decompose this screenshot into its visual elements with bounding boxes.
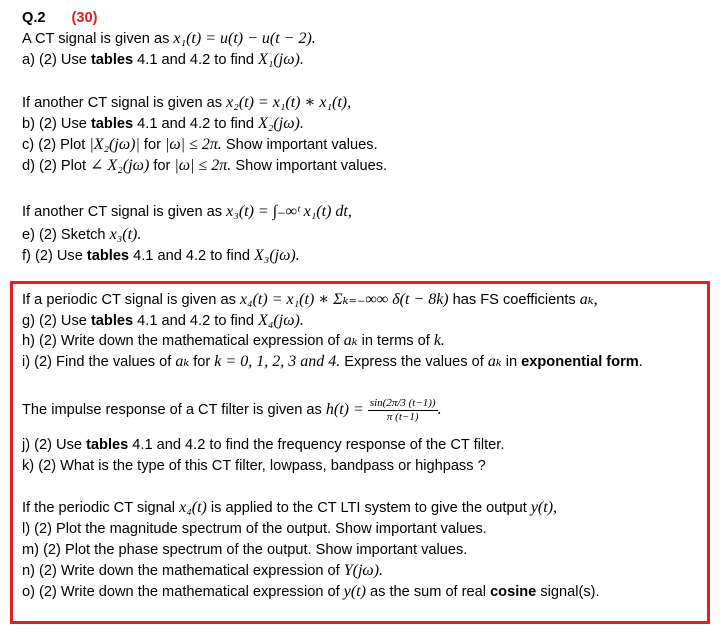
impulse-response: The impulse response of a CT filter is given as h(t) = $\frac{\sin(2\pi/3 (t-1))}{\pi (t-1)}$ . [22,396,442,423]
signal3-definition: If another CT signal is given as x₃(t) = ∫₋∞ᵗ x₁(t) dt, [22,203,352,220]
part-b: b) (2) Use tables 4.1 and 4.2 to find X₂(jω). [22,115,304,132]
part-h: h) (2) Write down the mathematical expression of aₖ in terms of k. [22,332,445,349]
part-n: n) (2) Write down the mathematical expression of Y(jω). [22,562,384,579]
part-f: f) (2) Use tables 4.1 and 4.2 to find X₃(jω). [22,247,300,264]
part-e: e) (2) Sketch x₃(t). [22,226,142,243]
part-j: j) (2) Use tables 4.1 and 4.2 to find the frequency response of the CT filter. [22,437,505,453]
periodic-signal-definition: If a periodic CT signal is given as x₄(t) = x₁(t) ∗ Σₖ₌₋∞∞ δ(t − 8k) has FS coefficients aₖ, [22,291,598,308]
part-i: i) (2) Find the values of aₖ for k = 0, 1, 2, 3 and 4. Express the values of aₖ in exponential form. [22,353,643,370]
output-definition: If the periodic CT signal x₄(t) is applied to the CT LTI system to give the output y(t), [22,499,558,516]
part-o: o) (2) Write down the mathematical expression of y(t) as the sum of real cosine signal(s). [22,583,600,600]
part-c: c) (2) Plot |X₂(jω)| for |ω| ≤ 2π. Show important values. [22,136,378,153]
part-d: d) (2) Plot ∠ X₂(jω) for |ω| ≤ 2π. Show important values. [22,157,388,174]
part-g: g) (2) Use tables 4.1 and 4.2 to find X₄(jω). [22,312,304,329]
question-header [22,8,97,28]
impulse-fraction: $\frac{\sin(2\pi/3 (t-1))}{\pi (t-1)}$ [369,396,436,423]
part-a: a) (2) Use tables 4.1 and 4.2 to find X₁(jω). [22,51,304,68]
part-k: k) (2) What is the type of this CT filter, lowpass, bandpass or highpass ? [22,458,486,474]
part-l: l) (2) Plot the magnitude spectrum of the output. Show important values. [22,521,487,537]
question-marks: (30) [71,10,98,26]
signal2-definition: If another CT signal is given as x₂(t) = x₁(t) ∗ x₁(t), [22,94,352,111]
part-m: m) (2) Plot the phase spectrum of the output. Show important values. [22,542,468,558]
question-number: Q.2 [22,10,46,26]
signal-definition: A CT signal is given as x₁(t) = u(t) − u(t − 2). [22,30,316,47]
